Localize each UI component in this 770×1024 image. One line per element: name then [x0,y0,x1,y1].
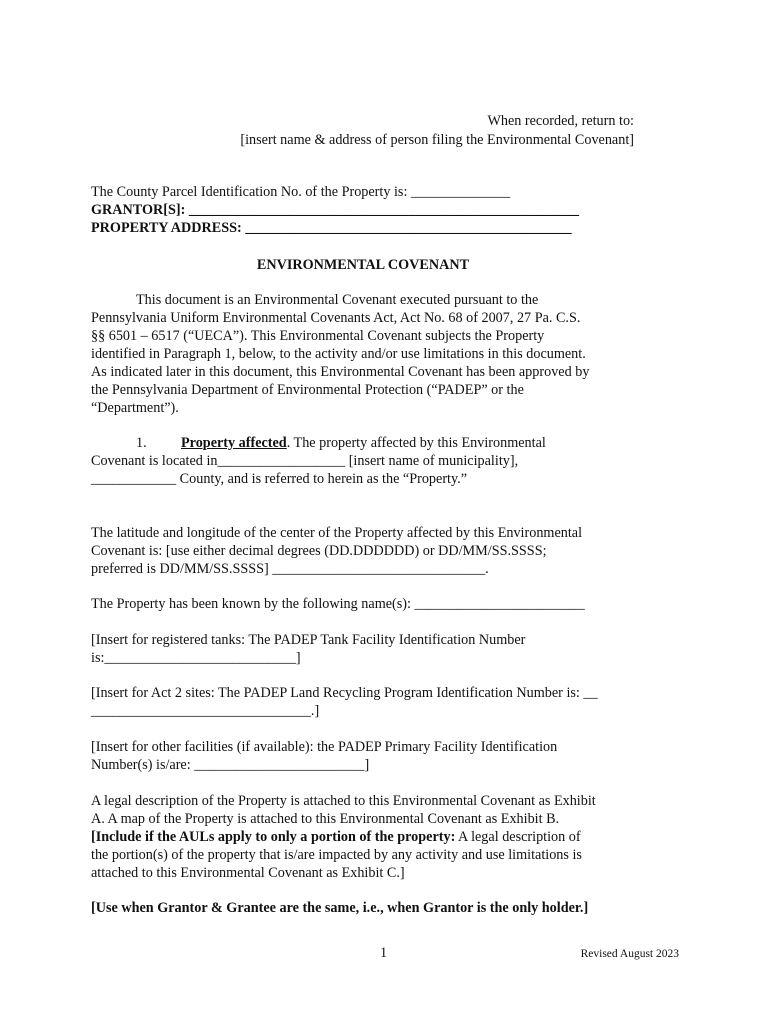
grantor-grantee-note: [Use when Grantor & Grantee are the same, i.e., when Grantor is the only holder.] [91,900,589,916]
act2-line: _______________________________.] [91,703,320,719]
latlong-line: Covenant is: [use either decimal degrees (DD.DDDDDD) or DD/MM/SS.SSSS; [91,543,547,559]
other-facility-line: Number(s) is/are: ________________________] [91,757,370,773]
aul-portion-note: [Include if the AULs apply to only a portion of the property: [91,829,456,845]
intro-line: As indicated later in this document, this Environmental Covenant has been approved by [91,364,590,380]
return-to-line: When recorded, return to: [487,113,634,129]
latlong-line: The latitude and longitude of the center of the Property affected by this Environmental [91,525,583,541]
tank-facility-line: [Insert for registered tanks: The PADEP Tank Facility Identification Number [91,632,526,648]
intro-line: identified in Paragraph 1, below, to the activity and/or use limitations in this document. [91,346,586,362]
intro-line: §§ 6501 – 6517 (“UECA”). This Environmental Covenant subjects the Property [91,328,545,344]
legal-description-line: attached to this Environmental Covenant as Exhibit C.] [91,865,405,881]
intro-line: Pennsylvania Uniform Environmental Covenants Act, Act No. 68 of 2007, 27 Pa. C.S. [91,310,581,326]
paragraph-1-line: Covenant is located in__________________ [insert name of municipality], [91,453,519,469]
filer-insert-line: [insert name & address of person filing the Environmental Covenant] [240,132,634,148]
intro-line: “Department”). [91,400,179,416]
paragraph-1-line: ____________ County, and is referred to herein as the “Property.” [91,471,467,487]
paragraph-number: 1. [136,435,147,451]
grantor-line: GRANTOR[S]: _______________________________________________________ [91,202,580,218]
legal-description-line: A legal description of the Property is attached to this Environmental Covenant as Exhibit [91,793,596,809]
legal-description-text: A legal description of [455,829,581,845]
known-names-line: The Property has been known by the following name(s): ________________________ [91,596,585,612]
other-facility-line: [Insert for other facilities (if available): the PADEP Primary Facility Identification [91,739,558,755]
document-title: ENVIRONMENTAL COVENANT [256,257,470,273]
paragraph-heading: Property affected [181,435,287,451]
act2-line: [Insert for Act 2 sites: The PADEP Land Recycling Program Identification Number is: __ [91,685,598,701]
latlong-line: preferred is DD/MM/SS.SSSS] ______________________________. [91,561,489,577]
paragraph-1-text: . The property affected by this Environmental [286,435,546,451]
legal-description-line: A. A map of the Property is attached to this Environmental Covenant as Exhibit B. [91,811,560,827]
legal-description-line [91,828,581,846]
property-address-line: PROPERTY ADDRESS: ______________________________________________ [91,220,572,236]
intro-line: This document is an Environmental Covenant executed pursuant to the [136,292,539,308]
tank-facility-line: is:___________________________] [91,650,301,666]
parcel-id-line: The County Parcel Identification No. of the Property is: ______________ [91,184,511,200]
paragraph-1-first-line [181,434,546,452]
intro-line: the Pennsylvania Department of Environmental Protection (“PADEP” or the [91,382,524,398]
page-number: 1 [380,945,388,961]
revision-date: Revised August 2023 [580,948,679,960]
legal-description-line: the portion(s) of the property that is/are impacted by any activity and use limitations is [91,847,582,863]
